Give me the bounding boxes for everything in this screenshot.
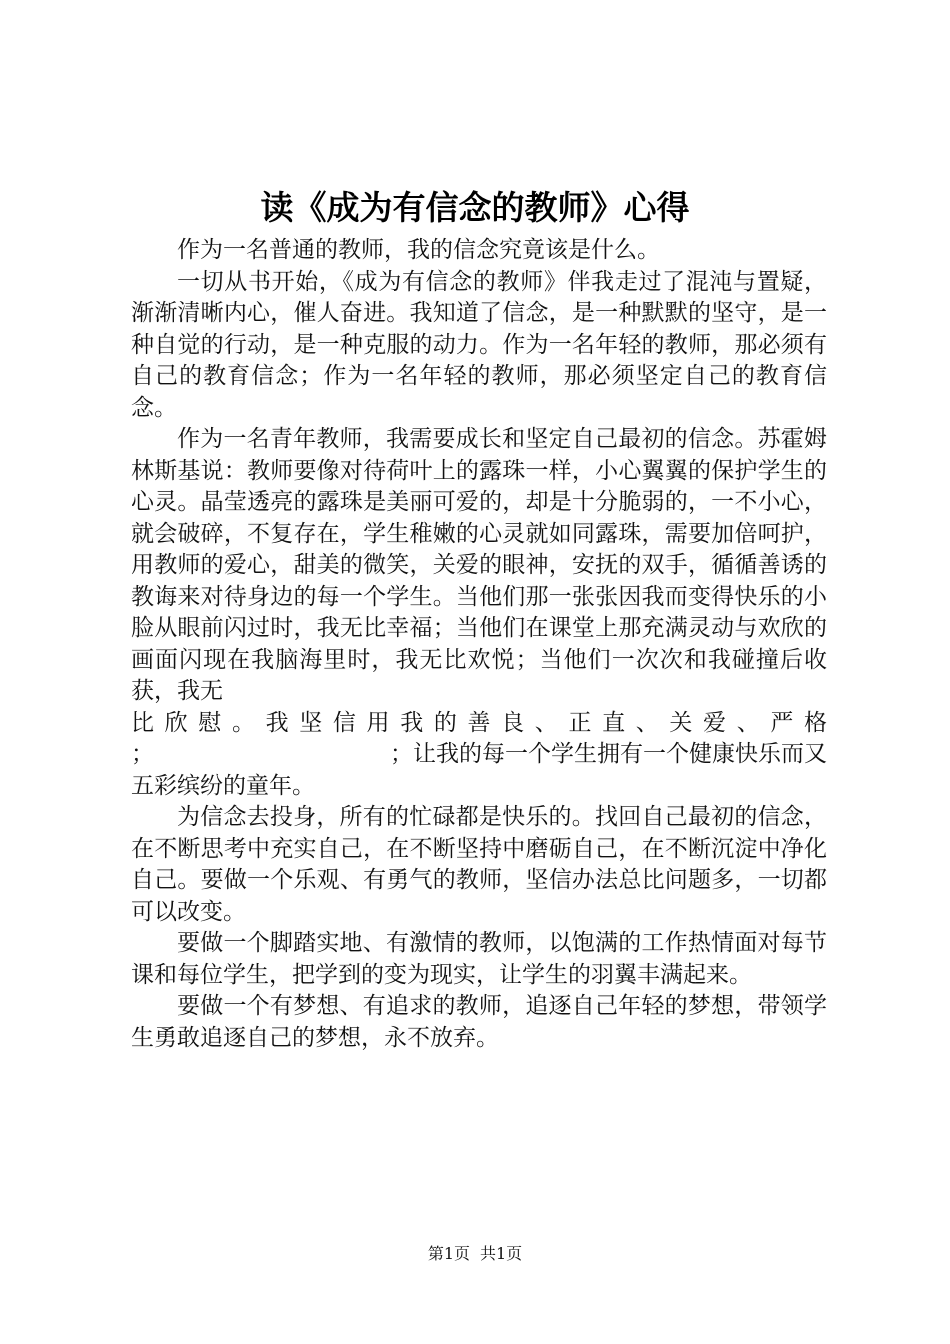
paragraph-young-teacher-end: 五彩缤纷的童年。 (131, 772, 315, 799)
gap-line-left: ； (131, 741, 154, 767)
gap-line-right: ；让我的每一个学生拥有一个健康快乐而又 (390, 741, 827, 767)
spread-line: 比欣慰。我坚信用我的善良、正直、关爱、严格 (131, 709, 827, 736)
page-total: 共1页 (480, 1244, 523, 1263)
paragraph-book: 一切从书开始，《成为有信念的教师》伴我走过了混沌与置疑，渐渐清晰内心，催人奋进。我知道了信念，是一种默默的坚守，是一种自觉的行动，是一种克服的动力。作为一名年轻的教师，那必须有自己的教育信念；作为一名年轻的教师，那必须坚定自己的教育信念。 (131, 268, 827, 421)
paragraph-intro: 作为一名普通的教师，我的信念究竟该是什么。 (177, 237, 660, 263)
page-footer (0, 1242, 950, 1266)
page-number: 第1页 (427, 1244, 470, 1263)
paragraph-devotion: 为信念去投身，所有的忙碌都是快乐的。找回自己最初的信念，在不断思考中充实自己，在不断坚持中磨砺自己，在不断沉淀中净化自己。要做一个乐观、有勇气的教师，坚信办法总比问题多，一切都可以改变。 (131, 804, 827, 925)
paragraph-passion: 要做一个脚踏实地、有激情的教师，以饱满的工作热情面对每节课和每位学生，把学到的变为现实，让学生的羽翼丰满起来。 (131, 930, 827, 988)
document-body (131, 235, 827, 1054)
paragraph-dream: 要做一个有梦想、有追求的教师，追逐自己年轻的梦想，带领学生勇敢追逐自己的梦想，永不放弃。 (131, 993, 827, 1051)
gap-line (131, 739, 827, 771)
paragraph-young-teacher (131, 424, 827, 802)
document-title: 读《成为有信念的教师》心得 (260, 188, 690, 227)
paragraph-young-teacher-text: 作为一名青年教师，我需要成长和坚定自己最初的信念。苏霍姆林斯基说：教师要像对待荷叶上的露珠一样，小心翼翼的保护学生的心灵。晶莹透亮的露珠是美丽可爱的，却是十分脆弱的，一不小心，就会破碎，不复存在，学生稚嫩的心灵就如同露珠，需要加倍呵护，用教师的爱心，甜美的微笑，关爱的眼神，安抚的双手，循循善诱的教诲来对待身边的每一个学生。当他们那一张张因我而变得快乐的小脸从眼前闪过时，我无比幸福；当他们在课堂上那充满灵动与欢欣的画面闪现在我脑海里时，我无比欢悦；当他们一次次和我碰撞后收获，我无 (131, 426, 827, 704)
